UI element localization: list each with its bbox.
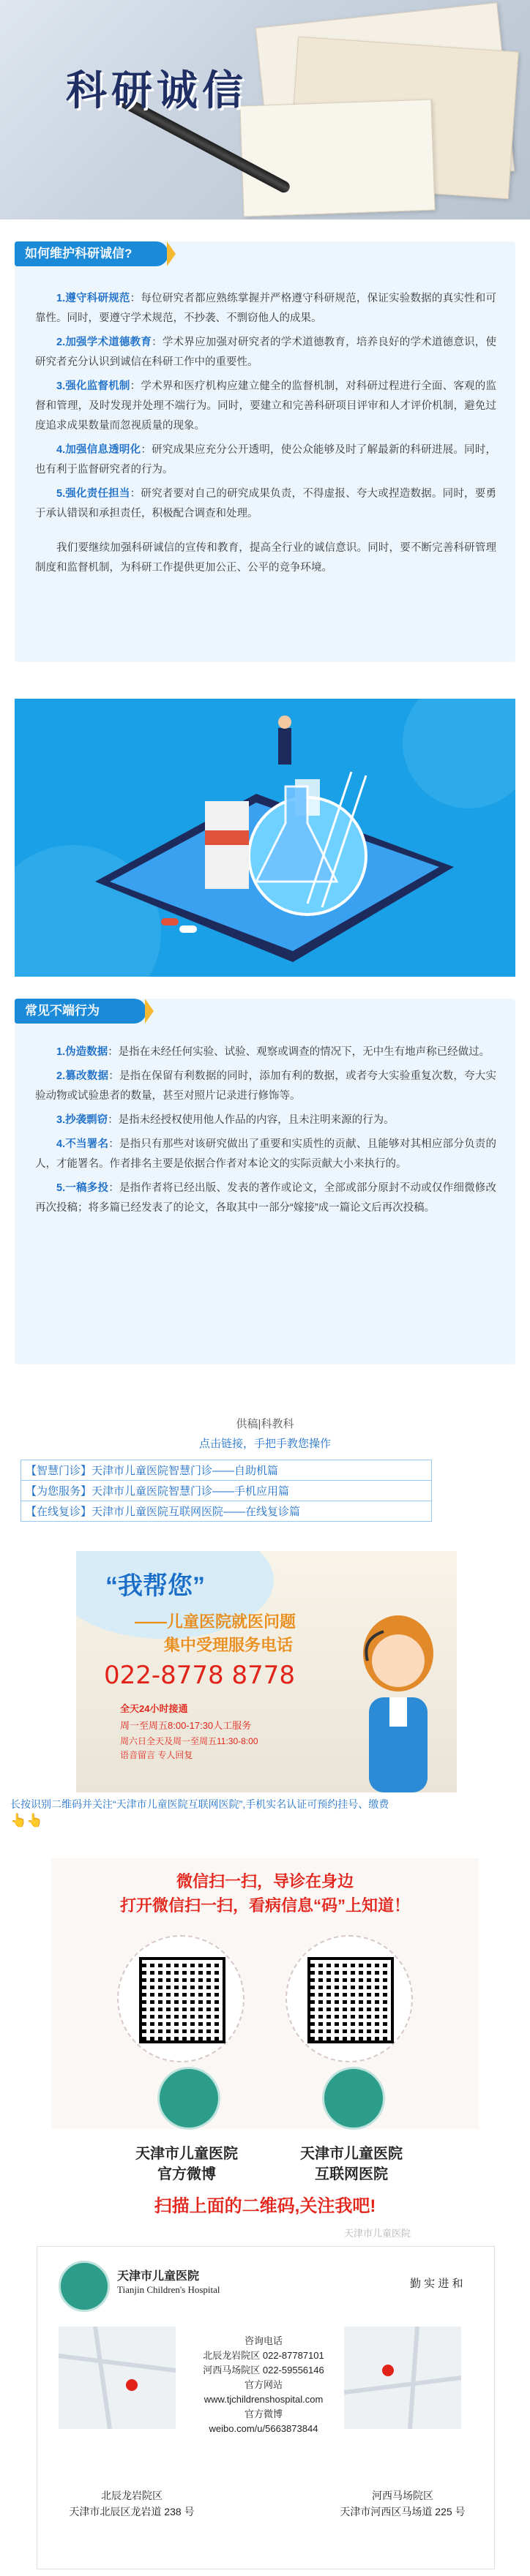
section-header [15,999,146,1024]
left-campus-address: 天津市北辰区龙岩道 238 号 [69,2506,195,2517]
web-title: 官方网站 [244,2379,283,2390]
card-contact-info [183,2334,344,2436]
link-text: 天津市儿童医院互联网医院——在线复诊篇 [92,1506,301,1518]
link-prefix: 【在线复诊】 [26,1506,92,1518]
section-header-text: 常见不端行为 [25,1004,100,1018]
qr-right-caption-1: 天津市儿童医院 [300,2146,403,2162]
list-item [35,333,496,372]
hospital-logo-icon [322,2067,385,2130]
link-list [20,1460,432,1522]
service-poster [76,1551,457,1792]
list-item [35,1135,496,1174]
list-item [35,1043,496,1062]
left-campus-name: 北辰龙岩院区 [101,2490,163,2501]
item-label: 4.加强信息透明化 [56,444,141,456]
item-text: ：是指在未经任何实验、试验、观察或调查的情况下，无中生有地声称已经做过。 [108,1046,490,1058]
weibo-title: 官方微博 [244,2408,283,2419]
item-label: 3.强化监督机制 [56,380,130,392]
weibo-url[interactable]: weibo.com/u/5663873844 [209,2423,318,2434]
poster-phone: 022-8778 8778 [104,1661,296,1690]
link-text: 天津市儿童医院智慧门诊——自助机篇 [92,1465,279,1477]
link-text: 天津市儿童医院智慧门诊——手机应用篇 [92,1485,290,1498]
list-item [35,1179,496,1218]
section-body [35,289,496,582]
list-item [35,289,496,328]
item-label: 1.遵守科研规范 [56,293,130,304]
map-left[interactable] [59,2327,176,2429]
list-item [35,440,496,480]
link-prefix: 【为您服务】 [26,1485,92,1498]
qr-code-weibo[interactable] [139,1957,225,2043]
hero-banner [0,0,530,219]
poster-hours3: 周六日全天及周一至周五11:30-8:00 [120,1736,258,1746]
poster-hours1: 全天24小时接通 [120,1703,188,1714]
item-label: 5.一稿多投 [56,1182,109,1194]
item-label: 2.篡改数据 [56,1070,109,1082]
item-text: ：每位研究者都应熟练掌握并严格遵守科研规范，保证实验数据的真实性和可靠性。同时，要遵守学术规范，不抄袭、不剽窃他人的成果。 [35,293,497,324]
list-item [35,1111,496,1130]
watermark: 天津市儿童医院 [344,2228,411,2239]
left-campus [44,2487,220,2520]
paper-stack [239,99,435,217]
closing-paragraph: 我们要继续加强科研诚信的宣传和教育，提高全行业的诚信意识。同时，要不断完善科研管理制度和监督机制，为科研工作提供更加公正、公平的竞争环境。 [35,542,496,574]
poster-line1: ——儿童医院就医问题 [135,1612,296,1631]
page-title: 科研诚信 [66,67,247,113]
qr-right-caption [282,2144,421,2185]
right-campus-name: 河西马场院区 [372,2490,433,2501]
qr-right-caption-2: 互联网医院 [315,2166,388,2182]
link-item[interactable] [21,1501,431,1521]
item-text: ：是指作者将已经出版、发表的著作或论文，全部或部分原封不动或仅作细微修改再次投稿；将多篇已经发表了的论文，各取其中一部分“嫁接”成一篇论文后再次投稿。 [35,1182,497,1214]
phone-1: 北辰龙岩院区 022-87787101 [203,2350,324,2361]
map-right[interactable] [344,2327,461,2429]
poster-hours2: 周一至周五8:00-17:30人工服务 [120,1720,252,1731]
provider-credit: 供稿|科教科 [236,1418,294,1430]
hospital-logo-icon [157,2067,220,2130]
card-motto: 勤 实 进 和 [410,2278,463,2290]
item-label: 3.抄袭剽窃 [56,1114,108,1126]
map-graphic [59,2327,176,2429]
poster-line2: 集中受理服务电话 [164,1636,294,1654]
section-header-text: 如何维护科研诚信? [25,247,132,260]
qr-left-caption-2: 官方微博 [157,2166,216,2182]
item-text: ：是指未经授权使用他人作品的内容，且未注明来源的行为。 [108,1114,395,1126]
qr-code-internet-hospital[interactable] [307,1957,394,2043]
qr-line2: 打开微信扫一扫，看病信息“码”上知道！ [119,1896,410,1915]
item-text: ：研究者要对自己的研究成果负责，不得虚报、夸大或捏造数据。同时，要勇于承认错误和承担责任，积极配合调查和处理。 [35,488,497,519]
right-campus [315,2487,490,2520]
map-graphic [344,2327,461,2429]
card-name-en: Tianjin Children's Hospital [117,2284,220,2295]
item-label: 2.加强学术道德教育 [56,337,152,348]
item-text: ：研究成果应充分公开透明，使公众能够及时了解最新的科研进展。同时，也有利于监督研究者的行为。 [35,444,496,476]
link-item[interactable] [21,1460,431,1481]
card-name-cn: 天津市儿童医院 [117,2269,200,2283]
phone-2: 河西马场院区 022-59556146 [203,2365,324,2376]
item-label: 4.不当署名 [56,1138,109,1150]
poster-hours4: 语音留言 专人回复 [120,1750,193,1760]
section-body [35,1043,496,1223]
qr-line1: 微信扫一扫，导诊在身边 [176,1872,354,1890]
item-text: ：是指在保留有利数据的同时，添加有利的数据，或者夸大实验重复次数，夸大实验动物或试验患者的数量，甚至对照片记录进行修饰等。 [35,1070,497,1102]
pointing-emoji: 👆👆 [10,1813,43,1828]
poster-headline: “我帮您” [105,1572,205,1600]
item-text: ：学术界应加强对研究者的学术道德教育，培养良好的学术道德意识，使研究者充分认识到诚信在科研工作中的重要性。 [35,337,497,368]
notice-text: 长按识别二维码并关注“天津市儿童医院互联网医院”,手机实名认证可预约挂号、缴费 [10,1798,389,1810]
service-agent-illustration [347,1610,449,1792]
header-accent [167,241,176,266]
list-item [35,484,496,524]
phone-title: 咨询电话 [244,2335,283,2346]
item-text: ：是指只有那些对该研究做出了重要和实质性的贡献、且能够对其相应部分负责的人，才能署名。作者排名主要是依据合作者对本论文的实际贡献大小来执行的。 [35,1138,497,1170]
section-header [15,241,168,266]
lab-illustration [15,699,515,977]
list-item [35,1067,496,1106]
link-item[interactable] [21,1481,431,1501]
item-text: ：学术界和医疗机构应建立健全的监督机制，对科研过程进行全面、客观的监督和管理，及时发现并处理不端行为。同时，要建立和完善科研项目评审和人才评价机制，避免过度追求成果数量而忽视质量的现象。 [35,380,497,432]
qr-left-caption [117,2144,256,2185]
item-label: 5.强化责任担当 [56,488,130,500]
qr-left-caption-1: 天津市儿童医院 [135,2146,238,2162]
tip-text: 点击链接，手把手教您操作 [198,1438,331,1450]
item-label: 1.伪造数据 [56,1046,108,1058]
link-prefix: 【智慧门诊】 [26,1465,92,1477]
list-item [35,377,496,436]
web-url[interactable]: www.tjchildrenshospital.com [204,2394,324,2405]
right-campus-address: 天津市河西区马场道 225 号 [340,2506,466,2517]
qr-cta: 扫描上面的二维码,关注我吧! [154,2196,376,2216]
header-accent [145,999,154,1024]
tablet-flask-illustration [15,699,515,977]
hospital-logo-icon [59,2261,110,2312]
